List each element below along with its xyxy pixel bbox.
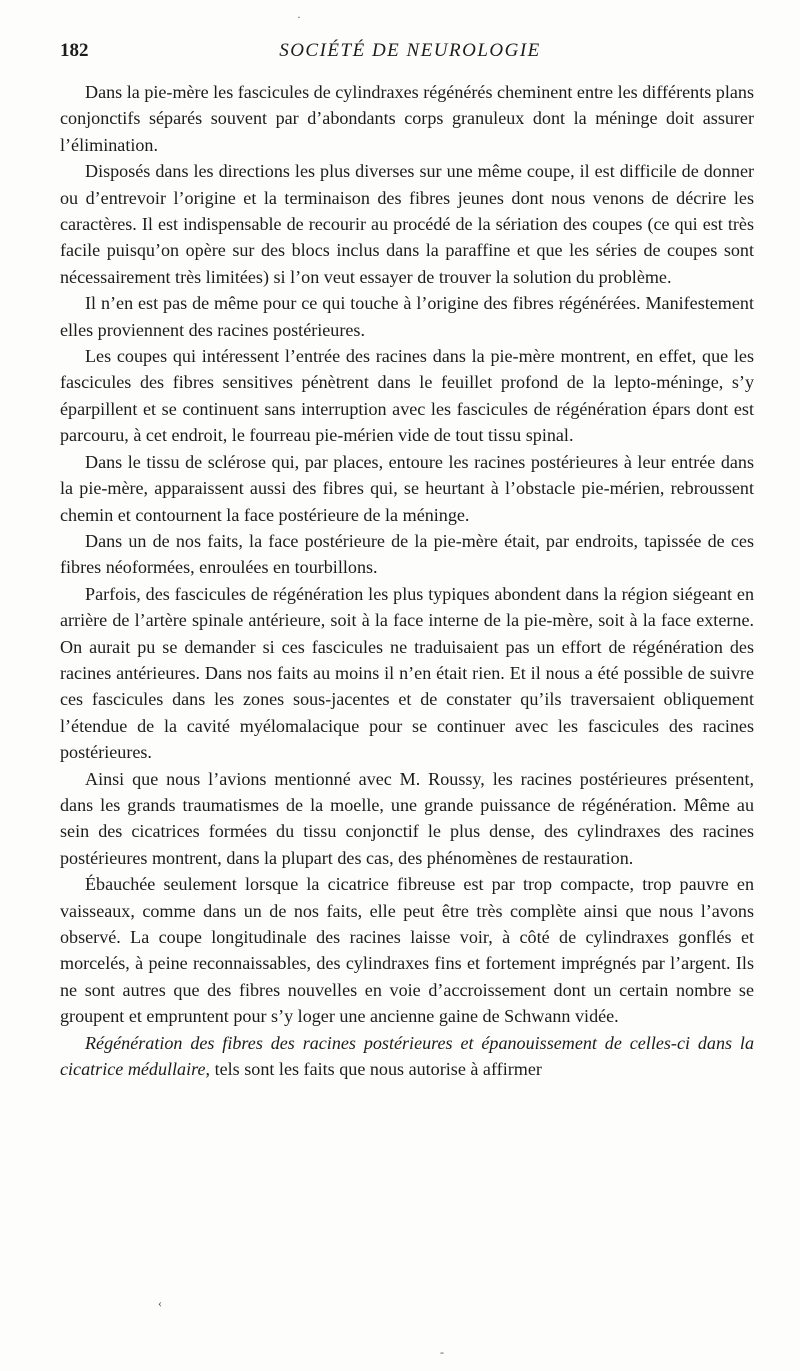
paragraph-continuation: , tels sont les faits que nous autorise à affirmer (205, 1059, 542, 1080)
paragraph: Dans le tissu de sclérose qui, par places, entoure les racines postérieures à leur entrée dans la pie-mère, apparaissent aussi des fibres qui, se heurtant à l’obstacle pie-mérien, rebroussent chemin et contournent la face postérieure de la méninge. (60, 451, 754, 525)
running-head: SOCIÉTÉ DE NEUROLOGIE (279, 40, 541, 61)
body-text (60, 79, 754, 1082)
paragraph: Disposés dans les directions les plus diverses sur une même coupe, il est difficile de donner ou d’entrevoir l’origine et la terminaison des fibres jeunes dont nous venons de décrire les caractères. Il est indispensable de recourir au procédé de la sériation des coupes (ce qui est très facile puisqu’on opère sur des blocs inclus dans la paraffine et que les séries de coupes sont nécessairement très limitées) si l’on veut essayer de trouver la solution du problème. (60, 161, 754, 287)
italic-heading-run: Régénération des fibres des racines postérieures et épanouissement de celles-ci dans la cicatrice médullaire (60, 1032, 754, 1080)
final-paragraph (60, 1030, 754, 1083)
paragraph: Les coupes qui intéressent l’entrée des racines dans la pie-mère montrent, en effet, que les fascicules des fibres sensitives pénètrent dans le feuillet profond de la lepto-méninge, s’y éparpillent et se continuent sans interruption avec les fascicules de régénération épars dont est parcouru, à cet endroit, le fourreau pie-mérien vide de tout tissu spinal. (60, 346, 754, 446)
print-speck: ‹ (158, 1296, 162, 1310)
print-speck: · (297, 10, 301, 24)
paragraph: Dans un de nos faits, la face postérieure de la pie-mère était, par endroits, tapissée de ces fibres néoformées, enroulées en tourbillons. (60, 530, 754, 578)
page-header (60, 40, 760, 66)
paragraph: Ainsi que nous l’avions mentionné avec M. Roussy, les racines postérieures présentent, dans les grands traumatismes de la moelle, une grande puissance de régénération. Même au sein des cicatrices formées du tissu conjonctif le plus dense, des cylindraxes des racines postérieures montrent, dans la plupart des cas, des phénomènes de restauration. (60, 768, 754, 868)
paragraph: Dans la pie-mère les fascicules de cylindraxes régénérés cheminent entre les différents plans conjonctifs séparés souvent par d’abondants corps granuleux dont la méninge doit assurer l’élimination. (60, 82, 754, 155)
paragraph: Ébauchée seulement lorsque la cicatrice fibreuse est par trop compacte, trop pauvre en vaisseaux, comme dans un de nos faits, elle peut être très complète ainsi que nous l’avons observé. La coupe longitudinale des racines laisse voir, à côté de cylindraxes gonflés et morcelés, à peine reconnaissables, des cylindraxes fins et fortement imprégnés par l’argent. Ils ne sont autres que des fibres nouvelles en voie d’accroissement dont un certain nombre se groupent et empruntent pour s’y loger une ancienne gaine de Schwann vidée. (60, 874, 754, 1027)
paragraph: Parfois, des fascicules de régénération les plus typiques abondent dans la région siégeant en arrière de l’artère spinale antérieure, soit à la face interne de la pie-mère, soit à la face externe. On aurait pu se demander si ces fascicules ne traduisaient pas un effort de régénération des racines antérieures. Dans nos faits au moins il n’en était rien. Et il nous a été possible de suivre ces fascicules dans les zones sous-jacentes et de constater qu’ils traversaient obliquement l’étendue de la cavité myélomalacique pour se continuer avec les fascicules des racines postérieures. (60, 583, 754, 763)
print-speck: - (440, 1345, 444, 1359)
page-number: 182 (60, 40, 89, 61)
paragraph: Il n’en est pas de même pour ce qui touche à l’origine des fibres régénérées. Manifestement elles proviennent des racines postérieures. (60, 293, 754, 340)
